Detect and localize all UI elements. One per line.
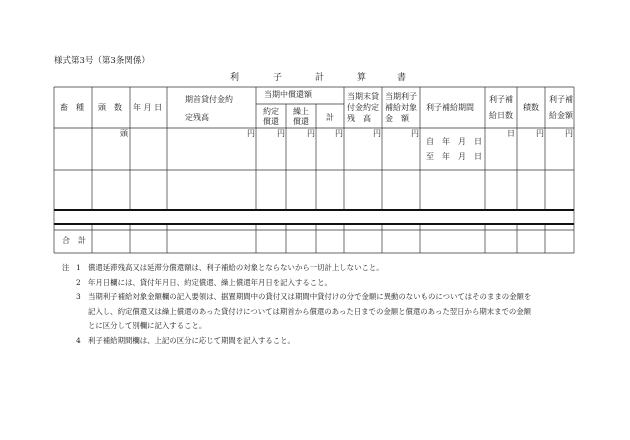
unit-day: 日	[507, 129, 515, 138]
note-number: 4	[76, 335, 81, 345]
title-char: 書	[397, 73, 407, 83]
note-number: 2	[76, 277, 81, 287]
unit-yen: 円	[277, 129, 285, 138]
note-item	[62, 290, 602, 305]
unit-head: 頭	[120, 129, 128, 138]
title-char: 計	[315, 73, 325, 83]
header-early-repayment-line1: 繰上	[293, 107, 309, 116]
note-text: 当期利子補給対象金額欄の記入要領は、据置期間中の貸付又は期間中貸付けの分で金額に異動のないものについてはそのままの金額を	[88, 292, 532, 302]
period-month-unit: 月	[458, 152, 466, 161]
unit-yen: 円	[565, 129, 573, 138]
period-from-label: 自	[426, 137, 434, 146]
title-char: 子	[273, 73, 283, 83]
note-item	[62, 276, 602, 291]
note-text: とに区分して別欄に記入すること。	[88, 321, 207, 331]
total-row-label: 合 計	[62, 236, 86, 245]
header-subsidy-period: 利子補給期間	[426, 103, 474, 112]
header-product-amount: 積数	[523, 103, 539, 112]
notes-heading: 注	[62, 263, 70, 272]
period-year-unit: 年	[442, 137, 450, 146]
note-item-continued	[62, 319, 602, 334]
header-early-repayment-line2: 償還	[293, 117, 309, 126]
header-contract-repayment-line1: 約定	[263, 107, 279, 116]
period-day-unit: 日	[474, 152, 482, 161]
header-subsidy-amount-line1: 利子補	[549, 95, 573, 104]
unit-yen: 円	[373, 129, 381, 138]
title-char: 算	[357, 73, 367, 83]
period-year-unit: 年	[442, 152, 450, 161]
header-closing-balance-line2: 付金約定	[347, 103, 379, 112]
note-text: 年月日欄には、貸付年月日、約定償還、繰上償還年月日を記入すること。	[88, 277, 332, 287]
header-subsidy-target-line1: 当期利子	[385, 92, 417, 101]
unit-yen: 円	[247, 129, 255, 138]
notes-section	[62, 261, 602, 349]
header-opening-balance-line1: 期首貸付金約	[185, 95, 233, 104]
unit-yen: 円	[411, 129, 419, 138]
header-opening-balance-line2: 定残高	[185, 113, 209, 122]
header-livestock-type: 畜 種	[60, 103, 84, 112]
period-day-unit: 日	[474, 137, 482, 146]
note-text: 償還延滞残高又は延滞分償還額は、利子補給の対象とならないから一切計上しないこと。	[88, 263, 384, 272]
header-date: 年 月 日	[133, 103, 163, 112]
period-month-unit: 月	[458, 137, 466, 146]
header-subsidy-days-line2: 給日数	[489, 111, 513, 120]
form-label: 様式第3号（第3条関係）	[54, 56, 150, 66]
note-text: 利子補給期間欄は、上記の区分に応じて期間を記入すること。	[88, 335, 295, 345]
note-item-continued	[62, 305, 602, 320]
note-number: 1	[76, 263, 81, 272]
unit-yen: 円	[307, 129, 315, 138]
header-subsidy-days-line1: 利子補	[489, 95, 513, 104]
note-number: 3	[76, 292, 81, 302]
note-item	[62, 334, 602, 349]
header-closing-balance-line1: 当期末貸	[347, 92, 379, 101]
unit-yen: 円	[536, 129, 544, 138]
header-subsidy-target-line3: 金 額	[385, 114, 409, 123]
header-contract-repayment-line2: 償還	[263, 117, 279, 126]
header-total: 計	[326, 113, 334, 122]
header-subsidy-target-line2: 補給対象	[385, 103, 417, 112]
title-char: 利	[230, 73, 240, 83]
header-subsidy-amount-line2: 給金額	[549, 111, 573, 120]
header-repayment-group: 当期中償還額	[264, 90, 312, 99]
unit-yen: 円	[335, 129, 343, 138]
header-head-count: 頭 数	[98, 103, 122, 112]
note-text: 記入し、約定償還又は繰上償還のあった貸付けについては期首から償還のあった日までの金額と償還のあった翌日から期末までの金額	[88, 306, 532, 316]
header-closing-balance-line3: 残 高	[347, 114, 371, 123]
period-to-label: 至	[426, 152, 434, 161]
note-item	[62, 261, 602, 276]
